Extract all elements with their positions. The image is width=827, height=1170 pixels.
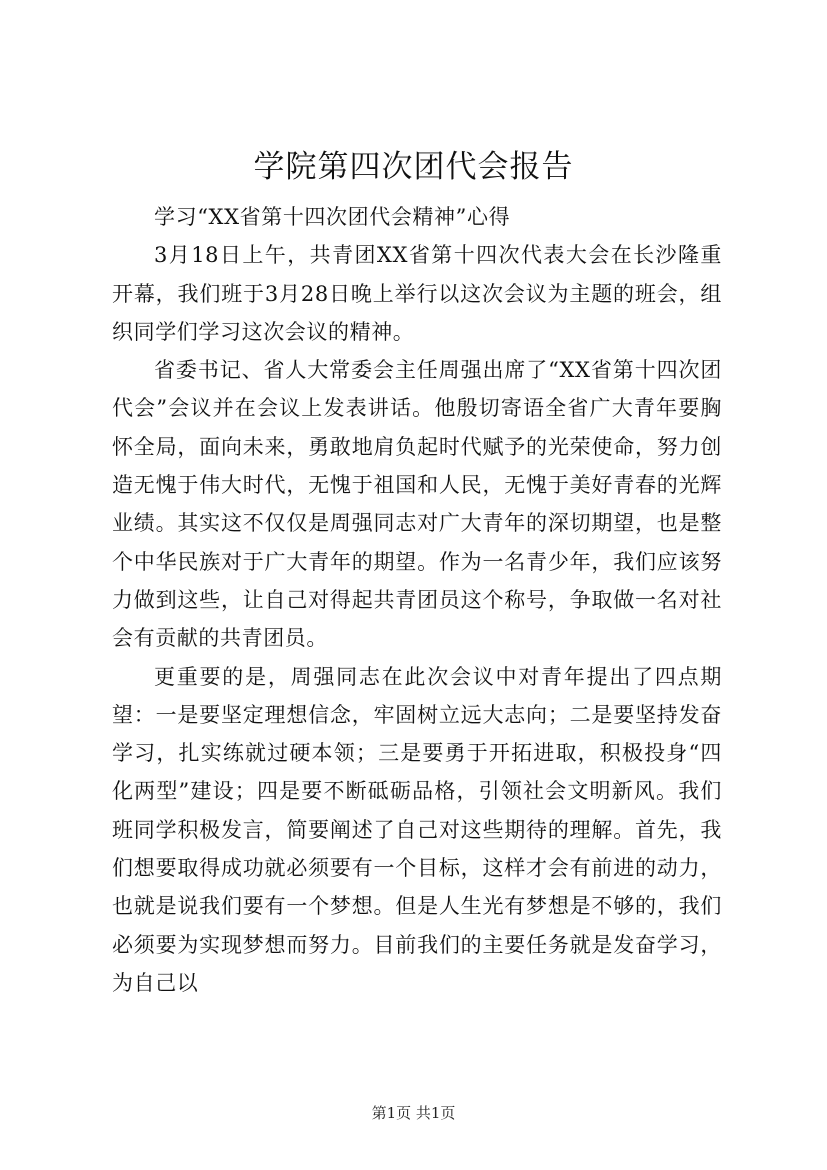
document-body xyxy=(112,198,722,1002)
paragraph-1: 3月18日上午，共青团XX省第十四次代表大会在长沙隆重开幕，我们班于3月28日晚上举行以这次会议为主题的班会，组织同学们学习这次会议的精神。 xyxy=(112,243,722,344)
paragraph-2: 省委书记、省人大常委会主任周强出席了“XX省第十四次团代会”会议并在会议上发表讲话。他殷切寄语全省广大青年要胸怀全局，面向未来，勇敢地肩负起时代赋予的光荣使命，努力创造无愧于伟大时代，无愧于祖国和人民，无愧于美好青春的光辉业绩。其实这不仅仅是周强同志对广大青年的深切期望，也是整个中华民族对于广大青年的期望。作为一名青少年，我们应该努力做到这些，让自己对得起共青团员这个称号，争取做一名对社会有贡献的共青团员。 xyxy=(112,358,722,651)
paragraph-subtitle: 学习“XX省第十四次团代会精神”心得 xyxy=(154,205,511,229)
paragraph-3: 更重要的是，周强同志在此次会议中对青年提出了四点期望：一是要坚定理想信念，牢固树立远大志向；二是要坚持发奋学习，扎实练就过硬本领；三是要勇于开拓进取，积极投身“四化两型”建设；四是要不断砥砺品格，引领社会文明新风。我们班同学积极发言，简要阐述了自己对这些期待的理解。首先，我们想要取得成功就必须要有一个目标，这样才会有前进的动力，也就是说我们要有一个梦想。但是人生光有梦想是不够的，我们必须要为实现梦想而努力。目前我们的主要任务就是发奋学习，为自己以 xyxy=(112,664,722,995)
document-title: 学院第四次团代会报告 xyxy=(253,149,574,185)
page-number-footer: 第1页 共1页 xyxy=(371,1104,456,1122)
